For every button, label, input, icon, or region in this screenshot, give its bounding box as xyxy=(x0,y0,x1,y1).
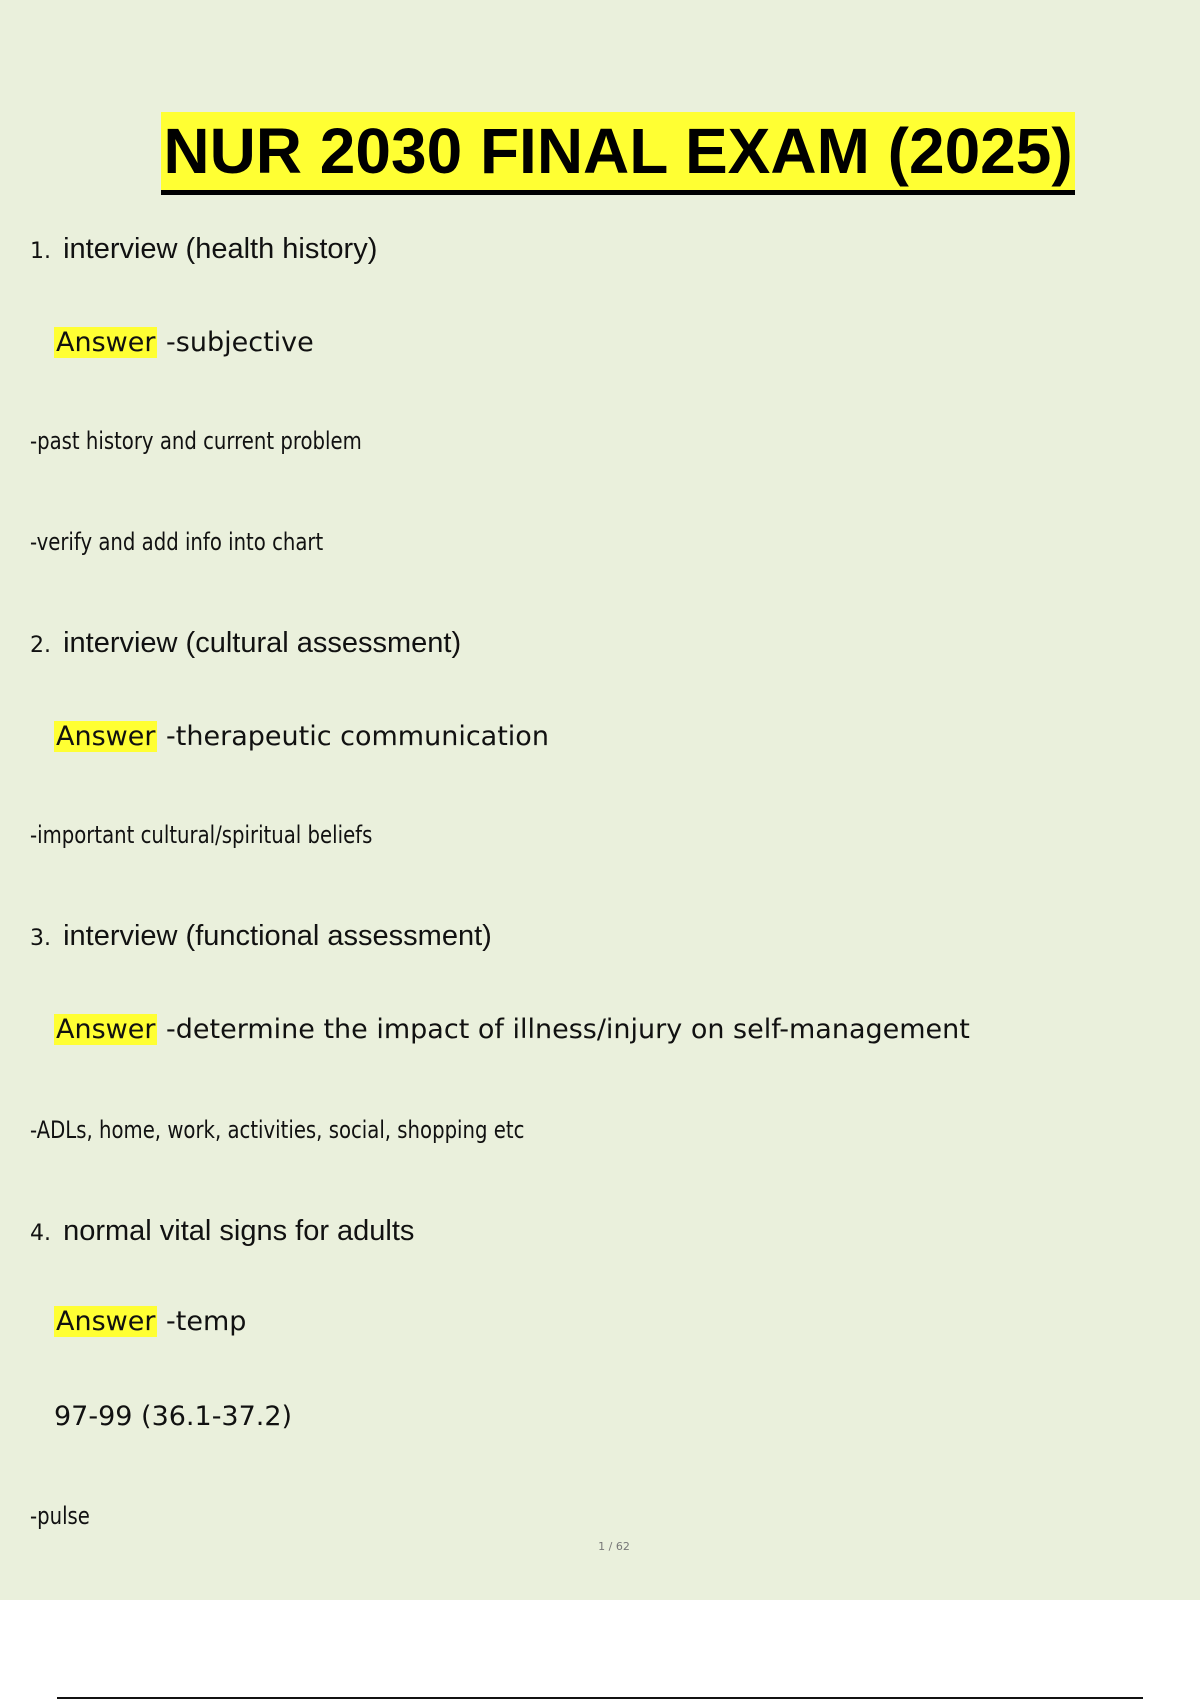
answer-label: Answer xyxy=(56,1014,156,1045)
question-3 xyxy=(30,918,492,957)
question-text: interview (functional assessment) xyxy=(63,920,492,952)
page-title: NUR 2030 FINAL EXAM (2025) xyxy=(161,112,1074,195)
question-number: 3. xyxy=(30,926,51,951)
page-divider xyxy=(57,1697,1143,1699)
answer-text: -temp xyxy=(166,1306,247,1337)
question-2 xyxy=(30,625,461,664)
answer-1 xyxy=(54,325,314,361)
answer-text: -determine the impact of illness/injury on self-management xyxy=(166,1014,970,1045)
page-indicator: 1 / 62 xyxy=(598,1540,630,1553)
question-1 xyxy=(30,231,377,270)
answer-4 xyxy=(54,1304,246,1340)
answer-text: -subjective xyxy=(166,327,314,358)
answer-4-continuation: 97-99 (36.1-37.2) xyxy=(54,1401,293,1432)
question-number: 4. xyxy=(30,1221,51,1246)
question-4 xyxy=(30,1213,414,1252)
answer-label: Answer xyxy=(56,327,156,358)
answer-3 xyxy=(54,1012,970,1048)
question-number: 1. xyxy=(30,239,51,264)
title-container xyxy=(0,112,1200,195)
question-text: normal vital signs for adults xyxy=(63,1215,415,1247)
answer-label: Answer xyxy=(56,1306,156,1337)
note-4-1: -pulse xyxy=(30,1502,90,1530)
note-3-1: -ADLs, home, work, activities, social, shopping etc xyxy=(30,1116,525,1144)
answer-text: -therapeutic communication xyxy=(166,721,549,752)
note-1-1: -past history and current problem xyxy=(30,427,362,455)
note-1-2: -verify and add info into chart xyxy=(30,528,324,556)
question-text: interview (cultural assessment) xyxy=(63,627,462,659)
note-2-1: -important cultural/spiritual beliefs xyxy=(30,821,373,849)
answer-2 xyxy=(54,719,549,755)
question-text: interview (health history) xyxy=(63,233,378,265)
question-number: 2. xyxy=(30,633,51,658)
answer-label: Answer xyxy=(56,721,156,752)
